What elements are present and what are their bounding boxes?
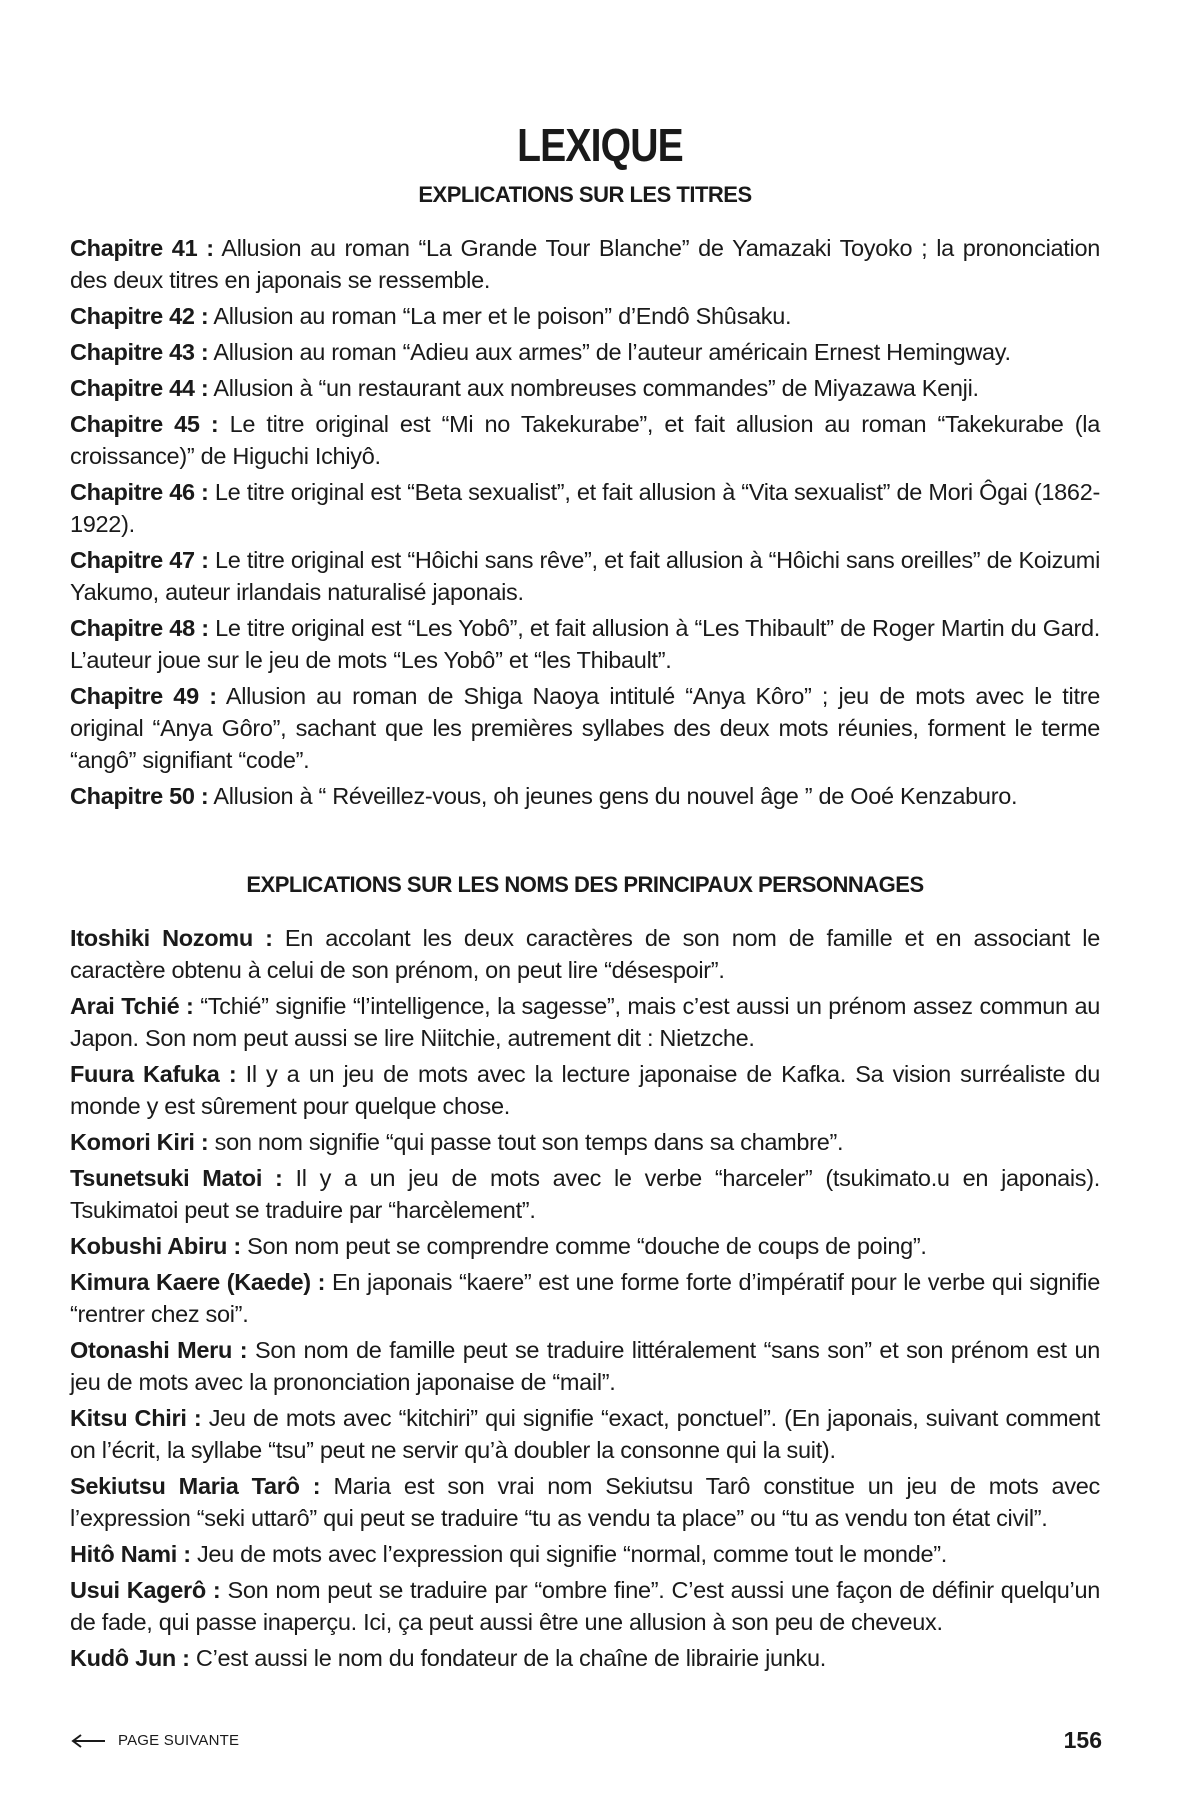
lexicon-entry (70, 408, 1100, 472)
page-footer (70, 1727, 1102, 1754)
entry-description: Jeu de mots avec l’expression qui signifie “normal, comme tout le monde”. (190, 1541, 947, 1567)
page-number: 156 (1063, 1727, 1102, 1753)
page-title: LEXIQUE (517, 118, 683, 171)
next-page-label: PAGE SUIVANTE (118, 1732, 240, 1749)
entry-term: Chapitre 43 : (70, 339, 209, 365)
arrow-left-icon (70, 1734, 106, 1748)
lexicon-entry (70, 336, 1100, 368)
lexicon-entry (70, 1162, 1100, 1226)
entry-description: Allusion au roman de Shiga Naoya intitulé “Anya Kôro” ; jeu de mots avec le titre original “Anya Gôro”, sachant que les premières syllabes des deux mots réunies, forment le terme “angô” signifiant “code”. (70, 683, 1100, 773)
titles-section-heading: EXPLICATIONS SUR LES TITRES (418, 182, 752, 207)
lexicon-entry (70, 300, 1100, 332)
lexicon-entry (70, 1574, 1100, 1638)
entry-description: En accolant les deux caractères de son nom de famille et en associant le caractère obtenu à celui de son prénom, on peut lire “désespoir”. (70, 925, 1100, 983)
names-entry-list (70, 922, 1100, 1674)
entry-description: C’est aussi le nom du fondateur de la chaîne de librairie junku. (189, 1645, 826, 1671)
lexicon-entry (70, 232, 1100, 296)
entry-term: Chapitre 45 : (70, 411, 219, 437)
entry-description: Maria est son vrai nom Sekiutsu Tarô constitue un jeu de mots avec l’expression “seki uttarô” qui peut se traduire “tu as vendu ta place” ou “tu as vendu ton état civil”. (70, 1473, 1100, 1531)
entry-description: Son nom peut se traduire par “ombre fine”. C’est aussi une façon de définir quelqu’un de fade, qui passe inaperçu. Ici, ça peut aussi être une allusion à son peu de cheveux. (70, 1577, 1100, 1635)
titles-section (70, 182, 1100, 816)
entry-term: Chapitre 47 : (70, 547, 209, 573)
names-section (70, 872, 1100, 1678)
entry-term: Kudô Jun : (70, 1645, 190, 1671)
entry-term: Kobushi Abiru : (70, 1233, 241, 1259)
entry-term: Otonashi Meru : (70, 1337, 248, 1363)
lexicon-entry (70, 1230, 1100, 1262)
entry-term: Sekiutsu Maria Tarô : (70, 1473, 321, 1499)
entry-term: Usui Kagerô : (70, 1577, 221, 1603)
entry-description: Son nom de famille peut se traduire littéralement “sans son” et son prénom est un jeu de mots avec la prononciation japonaise de “mail”. (70, 1337, 1100, 1395)
lexicon-entry (70, 1334, 1100, 1398)
lexicon-entry (70, 1402, 1100, 1466)
lexicon-entry (70, 372, 1100, 404)
entry-description: Allusion au roman “La Grande Tour Blanche” de Yamazaki Toyoko ; la prononciation des deux titres en japonais se ressemble. (70, 235, 1100, 293)
lexicon-entry (70, 922, 1100, 986)
lexicon-entry (70, 544, 1100, 608)
entry-term: Chapitre 50 : (70, 783, 209, 809)
entry-description: “Tchié” signifie “l’intelligence, la sagesse”, mais c’est aussi un prénom assez commun au Japon. Son nom peut aussi se lire Niitchie, autrement dit : Nietzche. (70, 993, 1100, 1051)
entry-description: En japonais “kaere” est une forme forte d’impératif pour le verbe qui signifie “rentrer chez soi”. (70, 1269, 1100, 1327)
lexicon-entry (70, 1642, 1100, 1674)
names-section-heading: EXPLICATIONS SUR LES NOMS DES PRINCIPAUX PERSONNAGES (246, 872, 924, 897)
entry-term: Chapitre 42 : (70, 303, 209, 329)
entry-term: Kimura Kaere (Kaede) : (70, 1269, 326, 1295)
entry-term: Tsunetsuki Matoi : (70, 1165, 283, 1191)
lexicon-entry (70, 1538, 1100, 1570)
entry-description: Le titre original est “Hôichi sans rêve”, et fait allusion à “Hôichi sans oreilles” de Koizumi Yakumo, auteur irlandais naturalisé japonais. (70, 547, 1100, 605)
entry-description: Allusion au roman “La mer et le poison” d’Endô Shûsaku. (208, 303, 792, 329)
lexicon-entry (70, 476, 1100, 540)
entry-description: Allusion à “un restaurant aux nombreuses commandes” de Miyazawa Kenji. (208, 375, 979, 401)
entry-description: Son nom peut se comprendre comme “douche de coups de poing”. (240, 1233, 927, 1259)
entry-description: Jeu de mots avec “kitchiri” qui signifie “exact, ponctuel”. (En japonais, suivant comment on l’écrit, la syllabe “tsu” peut ne servir qu’à doubler la consonne qui la suit). (70, 1405, 1100, 1463)
next-page-link[interactable] (70, 1732, 239, 1749)
entry-term: Fuura Kafuka : (70, 1061, 237, 1087)
entry-term: Kitsu Chiri : (70, 1405, 202, 1431)
entry-term: Komori Kiri : (70, 1129, 209, 1155)
entry-term: Chapitre 49 : (70, 683, 217, 709)
entry-description: Il y a un jeu de mots avec le verbe “harceler” (tsukimato.u en japonais). Tsukimatoi peut se traduire par “harcèlement”. (70, 1165, 1100, 1223)
entry-term: Chapitre 44 : (70, 375, 209, 401)
entry-term: Arai Tchié : (70, 993, 194, 1019)
entry-description: Le titre original est “Les Yobô”, et fait allusion à “Les Thibault” de Roger Martin du Gard. L’auteur joue sur le jeu de mots “Les Yobô” et “les Thibault”. (70, 615, 1100, 673)
entry-term: Chapitre 48 : (70, 615, 209, 641)
entry-term: Chapitre 41 : (70, 235, 214, 261)
entry-term: Itoshiki Nozomu : (70, 925, 273, 951)
lexicon-entry (70, 612, 1100, 676)
entry-term: Chapitre 46 : (70, 479, 209, 505)
entry-description: Il y a un jeu de mots avec la lecture japonaise de Kafka. Sa vision surréaliste du monde y est sûrement pour quelque chose. (70, 1061, 1100, 1119)
entry-description: Le titre original est “Mi no Takekurabe”, et fait allusion au roman “Takekurabe (la croissance)” de Higuchi Ichiyô. (70, 411, 1100, 469)
entry-description: Le titre original est “Beta sexualist”, et fait allusion à “Vita sexualist” de Mori Ôgai (1862-1922). (70, 479, 1100, 537)
titles-entry-list (70, 232, 1100, 812)
lexicon-entry (70, 1470, 1100, 1534)
entry-term: Hitô Nami : (70, 1541, 191, 1567)
lexicon-entry (70, 680, 1100, 776)
lexicon-entry (70, 1266, 1100, 1330)
lexicon-entry (70, 1126, 1100, 1158)
lexicon-entry (70, 1058, 1100, 1122)
lexicon-entry (70, 780, 1100, 812)
entry-description: Allusion au roman “Adieu aux armes” de l’auteur américain Ernest Hemingway. (208, 339, 1011, 365)
entry-description: Allusion à “ Réveillez-vous, oh jeunes gens du nouvel âge ” de Ooé Kenzaburo. (208, 783, 1018, 809)
lexicon-entry (70, 990, 1100, 1054)
entry-description: son nom signifie “qui passe tout son temps dans sa chambre”. (208, 1129, 844, 1155)
